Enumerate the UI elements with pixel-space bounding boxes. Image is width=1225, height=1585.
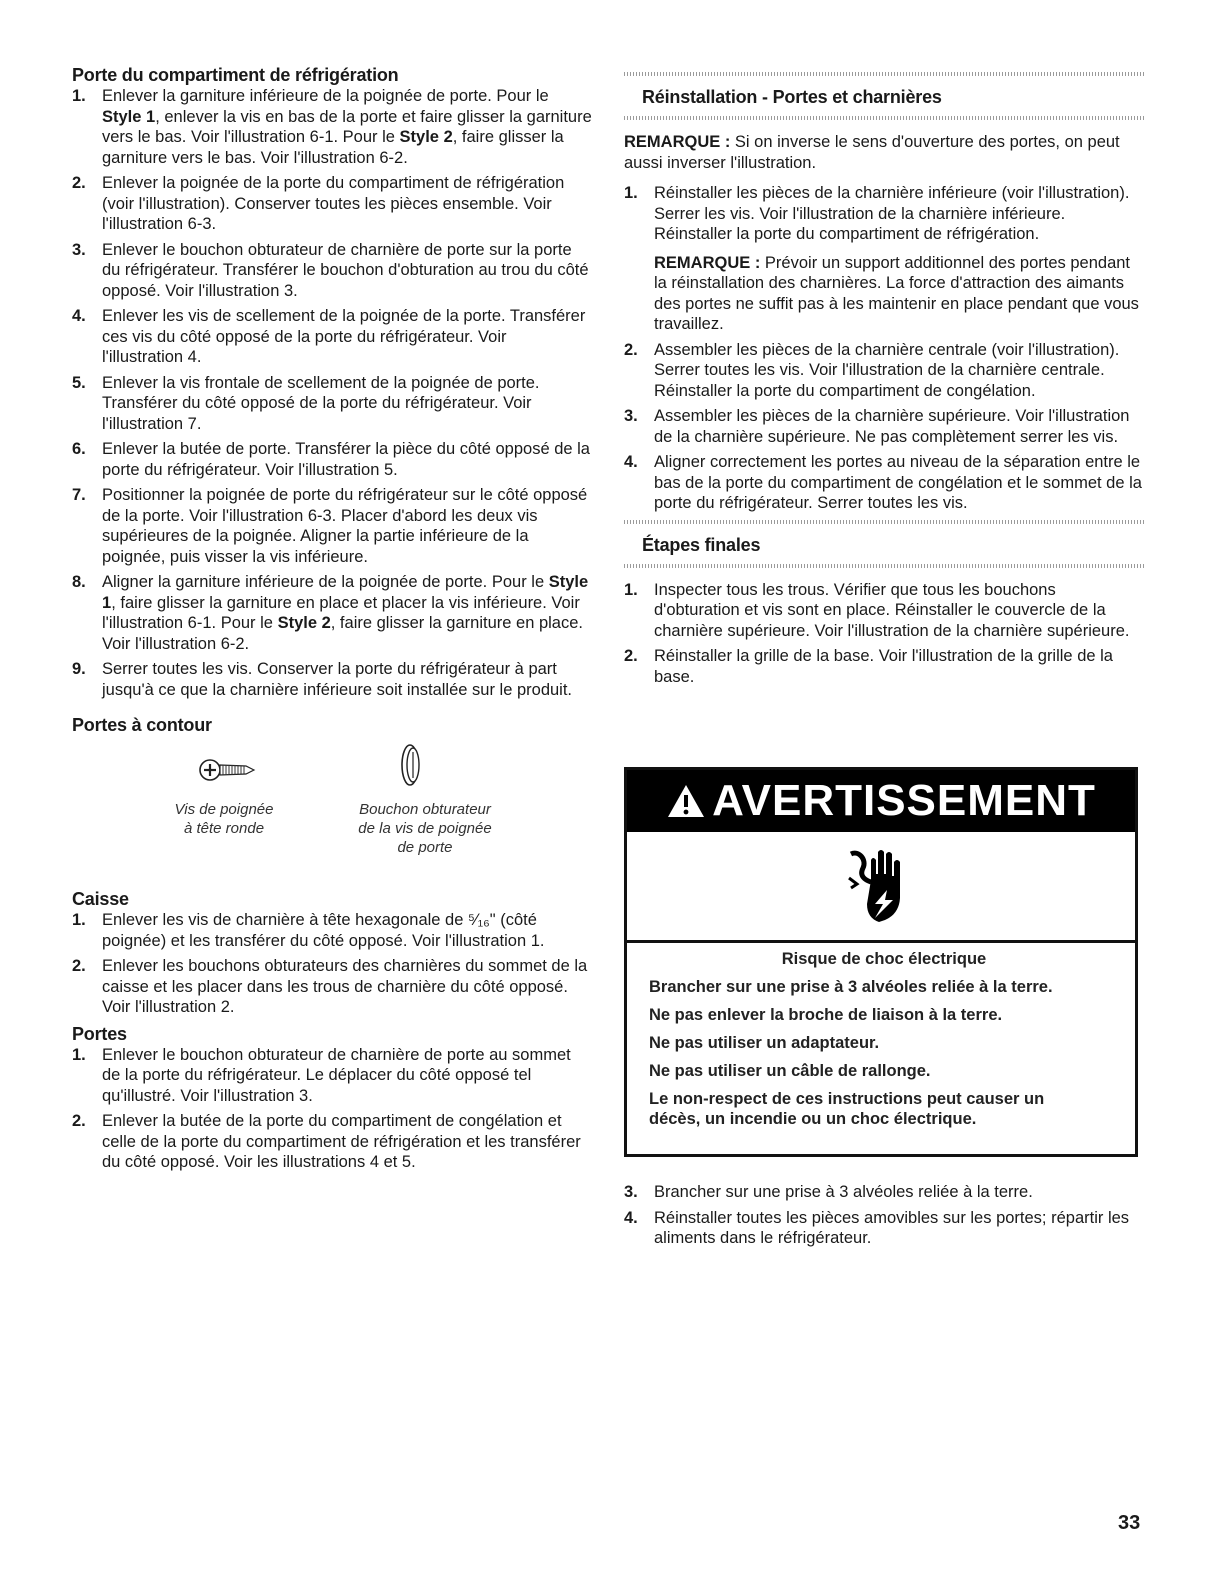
section-title-portes: Portes <box>72 1023 127 1044</box>
list-item: 5. Enlever la vis frontale de scellement de la poignée de porte. Transférer du côté opposé de la porte du réfrigérateur. Voir l'illustration 7. <box>72 373 540 433</box>
list-item: 2. Assembler les pièces de la charnière centrale (voir l'illustration). Serrer toutes les vis. Voir l'illustration de la charnière centrale. Réinstaller la porte du compartiment de congélation. <box>624 340 1120 400</box>
warning-line: Brancher sur une prise à 3 alvéoles reliée à la terre. <box>649 978 1053 996</box>
warning-triangle-icon <box>666 783 706 819</box>
list-item: 8. Aligner la garniture inférieure de la poignée de porte. Pour le Style 1, faire glisser la garniture en place et placer la vis inférieure. Voir l'illustration 6-1. Pour le Style 2, faire glisser la garniture en place. Voir l'illustration 6-2. <box>72 573 589 653</box>
hatched-rule <box>624 520 1144 524</box>
warning-line: Ne pas utiliser un câble de rallonge. <box>649 1062 931 1080</box>
warning-line: Ne pas utiliser un adaptateur. <box>649 1034 880 1052</box>
list-item: 1. Enlever le bouchon obturateur de charnière de porte au sommet de la porte du réfrigérateur. Le déplacer du côté opposé tel qu'illustré. Voir l'illustration 3. <box>72 1045 571 1105</box>
list-item: 9. Serrer toutes les vis. Conserver la porte du réfrigérateur à part jusqu'à ce que la charnière inférieure soit installée sur le produit. <box>72 660 573 699</box>
list-item: 4. Aligner correctement les portes au niveau de la séparation entre le bas de la porte du compartiment de congélation et le sommet de la porte du réfrigérateur. Serrer toutes les vis. <box>624 453 1142 512</box>
list-item: 1. Réinstaller les pièces de la charnière inférieure (voir l'illustration). Serrer les vis. Voir l'illustration de la charnière inférieure. Réinstaller la porte du compartiment de réfrigération. REMARQUE : Prévoir un support additionnel des portes pendant la réinstallation des charnières. La force d'attraction des aimants des portes ne suffit pas à les maintenir en place pendant que vous travaillez. <box>624 183 1144 335</box>
round-head-screw-icon <box>196 750 260 790</box>
section-title-reinstallation: Réinstallation - Portes et charnières <box>642 87 942 107</box>
refrigeration-door-steps <box>72 86 592 700</box>
cabinet-steps <box>72 910 592 1018</box>
hatched-rule <box>624 116 1144 120</box>
hatched-rule <box>624 72 1144 76</box>
section-title-caisse: Caisse <box>72 889 129 909</box>
plug-label: Bouchon obturateur de la vis de poignée de porte <box>358 801 492 856</box>
warning-line: Le non-respect de ces instructions peut causer un décès, un incendie ou un choc électrique. <box>649 1090 1045 1128</box>
warning-icon-area <box>627 832 1135 943</box>
final-steps-continued <box>624 1182 1144 1249</box>
screw-plug-icon <box>398 740 424 790</box>
screw-label: Vis de poignée à tête ronde <box>174 801 274 837</box>
note-paragraph: REMARQUE : Si on inverse le sens d'ouverture des portes, on peut aussi inverser l'illustration. <box>624 133 1120 172</box>
warning-title: AVERTISSEMENT <box>712 776 1096 825</box>
list-item: 2. Enlever les bouchons obturateurs des charnières du sommet de la caisse et les placer dans les trous de charnière du côté opposé. Voir l'illustration 2. <box>72 957 588 1016</box>
list-item: 1. Enlever la garniture inférieure de la poignée de porte. Pour le Style 1, enlever la vis en bas de la porte et faire glisser la garniture vers le bas. Voir l'illustration 6-1. Pour le Style 2, faire glisser la garniture vers le bas. Voir l'illustration 6-2. <box>72 87 592 167</box>
section-title-etapes-finales: Étapes finales <box>642 534 761 555</box>
list-item: 3. Enlever le bouchon obturateur de charnière de porte sur la porte du réfrigérateur. Transférer le bouchon d'obturation au trou du côté opposé. Voir l'illustration 3. <box>72 240 589 300</box>
list-item: 1. Inspecter tous les trous. Vérifier que tous les bouchons d'obturation et vis sont en place. Réinstaller le couvercle de la charnière supérieure. Voir l'illustration de la charnière supérieure. <box>624 580 1130 640</box>
list-item: 2. Enlever la butée de la porte du compartiment de congélation et celle de la porte du compartiment de réfrigération et les transférer du côté opposé. Voir les illustrations 4 et 5. <box>72 1112 581 1171</box>
list-item: 4. Réinstaller toutes les pièces amovibles sur les portes; répartir les aliments dans le réfrigérateur. <box>624 1208 1130 1247</box>
final-steps <box>624 580 1144 688</box>
list-item: 3. Brancher sur une prise à 3 alvéoles reliée à la terre. <box>624 1183 1033 1201</box>
hatched-rule <box>624 564 1144 568</box>
right-column <box>624 72 1144 692</box>
list-item: 4. Enlever les vis de scellement de la poignée de la porte. Transférer ces vis du côté opposé de la porte du réfrigérateur. Voir l'illustration 4. <box>72 307 586 366</box>
step-note: REMARQUE : Prévoir un support additionnel des portes pendant la réinstallation des charnières. La force d'attraction des aimants des portes ne suffit pas à les maintenir en place pendant que vous travaillez. <box>654 253 1139 333</box>
list-item: 7. Positionner la poignée de porte du réfrigérateur sur le côté opposé de la porte. Voir l'illustration 6-3. Placer d'abord les deux vis supérieures de la poignée. Aligner la partie inférieure de la poignée, puis visser la vis inférieure. <box>72 486 588 566</box>
list-item: 3. Assembler les pièces de la charnière supérieure. Voir l'illustration de la charnière supérieure. Ne pas complètement serrer les vis. <box>624 407 1130 446</box>
reinstallation-steps <box>624 183 1144 514</box>
warning-line: Ne pas enlever la broche de liaison à la terre. <box>649 1006 1003 1024</box>
list-item: 2. Réinstaller la grille de la base. Voir l'illustration de la grille de la base. <box>624 647 1113 686</box>
list-item: 6. Enlever la butée de porte. Transférer la pièce du côté opposé de la porte du réfrigérateur. Voir l'illustration 5. <box>72 440 590 479</box>
page-number: 33 <box>1118 1512 1141 1534</box>
warning-box <box>624 767 1138 1157</box>
list-item: 2. Enlever la poignée de la porte du compartiment de réfrigération (voir l'illustration). Conserver toutes les pièces ensemble. Voir l'illustration 6-3. <box>72 174 565 233</box>
warning-risk-title: Risque de choc électrique <box>781 950 987 968</box>
left-column <box>72 64 592 1178</box>
right-bottom-column <box>624 1182 1144 1254</box>
electric-shock-hand-icon <box>845 844 917 934</box>
doors-steps <box>72 1045 592 1173</box>
parts-illustration <box>72 736 592 886</box>
warning-texts <box>627 943 1135 1129</box>
list-item: 1. Enlever les vis de charnière à tête hexagonale de ⁵⁄₁₆" (côté poignée) et les transférer du côté opposé. Voir l'illustration 1. <box>72 911 545 950</box>
warning-header <box>627 770 1135 832</box>
section-title-porte-refrigeration: Porte du compartiment de réfrigération <box>72 65 399 85</box>
section-title-portes-contour: Portes à contour <box>72 715 212 735</box>
